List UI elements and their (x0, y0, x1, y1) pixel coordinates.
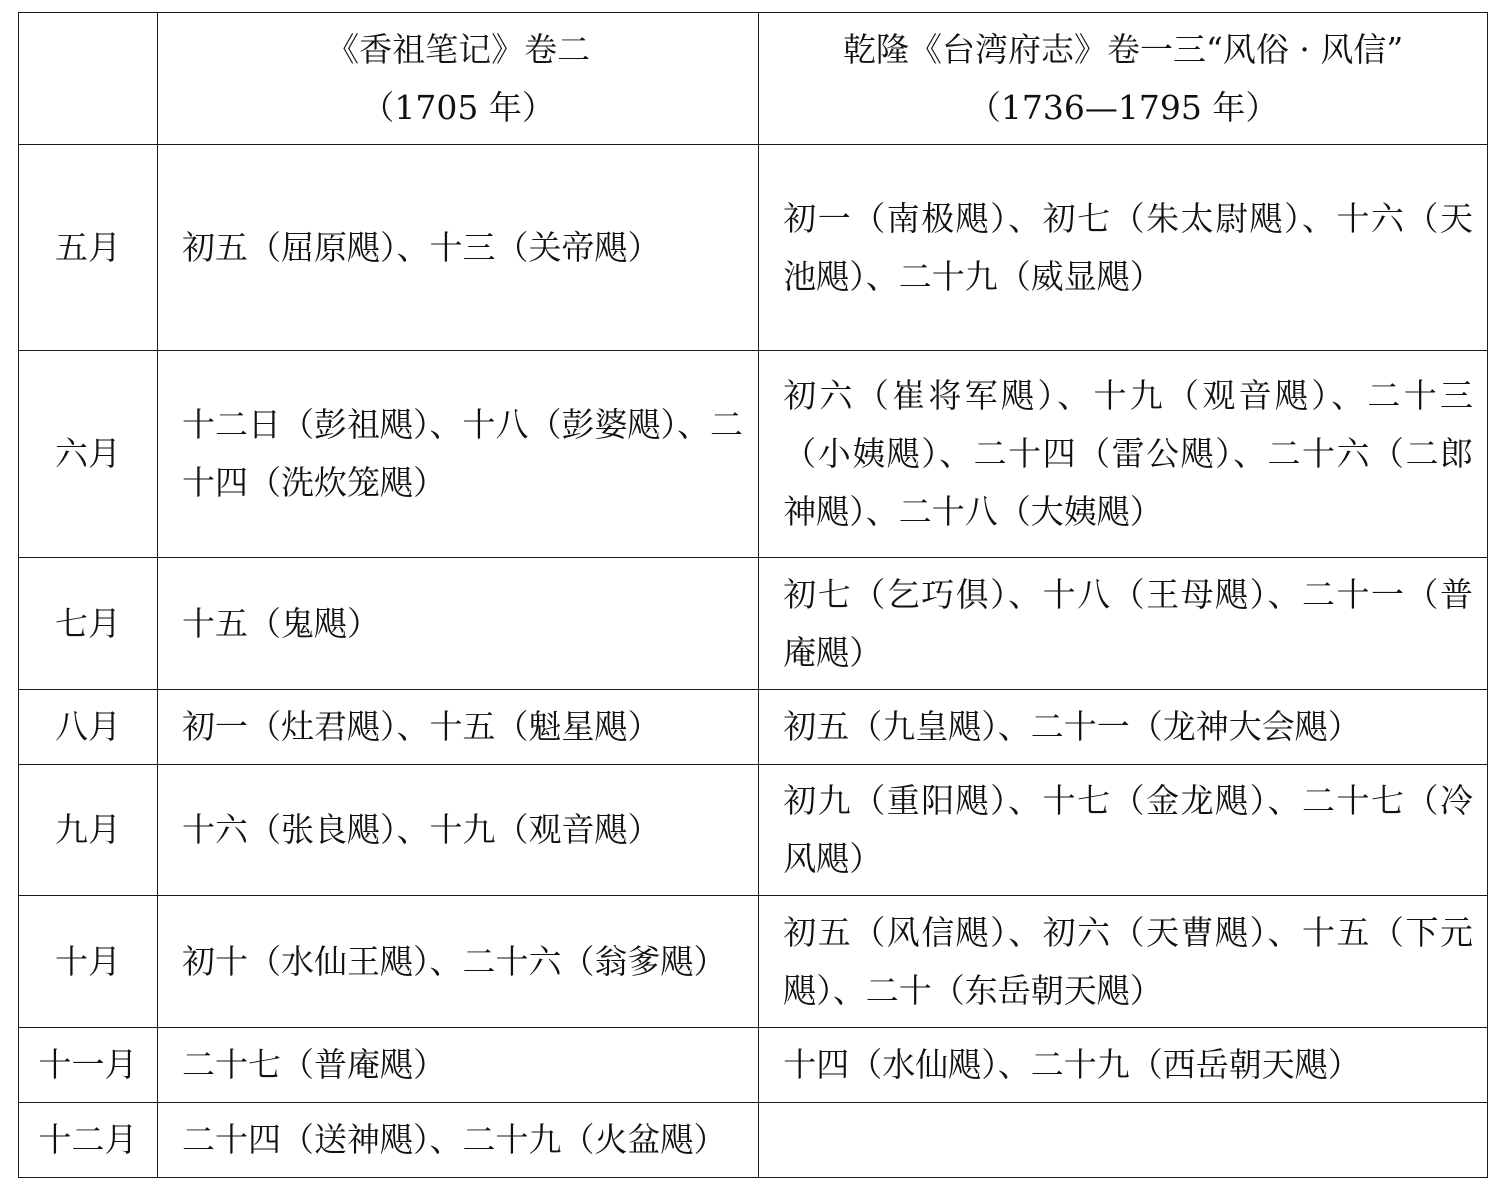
month-cell: 六月 (19, 351, 158, 558)
taiwan-cell: 十四（水仙飓）、二十九（西岳朝天飓） (759, 1028, 1488, 1103)
xiangzu-cell: 初一（灶君飓）、十五（魁星飓） (158, 690, 759, 765)
taiwan-cell: 初五（风信飓）、初六（天曹飓）、十五（下元飓）、二十（东岳朝天飓） (759, 896, 1488, 1028)
taiwan-cell: 初六（崔将军飓）、十九（观音飓）、二十三（小姨飓）、二十四（雷公飓）、二十六（二郎神飓）、二十八（大姨飓） (759, 351, 1488, 558)
xiangzu-cell: 初十（水仙王飓）、二十六（翁爹飓） (158, 896, 759, 1028)
header-taiwan-year: （1736—1795 年） (967, 87, 1279, 127)
header-taiwan-cell (759, 13, 1488, 145)
xiangzu-cell: 十六（张良飓）、十九（观音飓） (158, 765, 759, 896)
header-month-cell (19, 13, 158, 145)
taiwan-cell (759, 1103, 1488, 1178)
header-taiwan-title: 乾隆《台湾府志》卷一三“风俗 · 风信” (843, 29, 1404, 69)
table-row (19, 690, 1488, 765)
table-row (19, 351, 1488, 558)
xiangzu-cell: 初五（屈原飓）、十三（关帝飓） (158, 145, 759, 351)
month-cell: 九月 (19, 765, 158, 896)
xiangzu-cell: 二十七（普庵飓） (158, 1028, 759, 1103)
table-row (19, 145, 1488, 351)
header-row (19, 13, 1488, 145)
month-cell: 十月 (19, 896, 158, 1028)
header-xiangzu-cell (158, 13, 759, 145)
typhoon-calendar-table (18, 12, 1488, 1178)
month-cell: 十二月 (19, 1103, 158, 1178)
table-row (19, 896, 1488, 1028)
xiangzu-cell: 二十四（送神飓）、二十九（火盆飓） (158, 1103, 759, 1178)
table-row (19, 558, 1488, 690)
month-cell: 七月 (19, 558, 158, 690)
month-cell: 五月 (19, 145, 158, 351)
taiwan-cell: 初一（南极飓）、初七（朱太尉飓）、十六（天池飓）、二十九（威显飓） (759, 145, 1488, 351)
taiwan-cell: 初九（重阳飓）、十七（金龙飓）、二十七（冷风飓） (759, 765, 1488, 896)
header-xiangzu-title: 《香祖笔记》卷二 (326, 29, 591, 69)
header-xiangzu-year: （1705 年） (361, 87, 555, 127)
table-row (19, 1028, 1488, 1103)
taiwan-cell: 初五（九皇飓）、二十一（龙神大会飓） (759, 690, 1488, 765)
month-cell: 十一月 (19, 1028, 158, 1103)
xiangzu-cell: 十二日（彭祖飓）、十八（彭婆飓）、二十四（洗炊笼飓） (158, 351, 759, 558)
table-row (19, 1103, 1488, 1178)
xiangzu-cell: 十五（鬼飓） (158, 558, 759, 690)
taiwan-cell: 初七（乞巧俱）、十八（王母飓）、二十一（普庵飓） (759, 558, 1488, 690)
table-row (19, 765, 1488, 896)
month-cell: 八月 (19, 690, 158, 765)
